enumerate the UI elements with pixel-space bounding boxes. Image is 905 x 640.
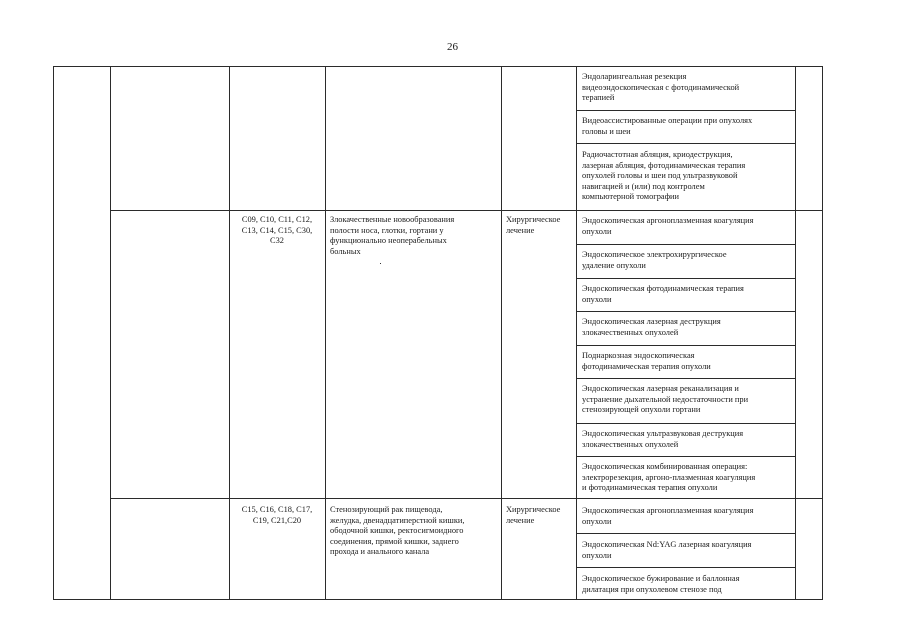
method-cell: Эндоскопическая комбинированная операция: электрорезекция, аргоно-плазменная коагуляция и фотодинамическая терапия опухоли	[582, 462, 756, 493]
icd-codes-cell: C09, C10, C11, C12, C13, C14, C15, C30, C32	[241, 215, 313, 246]
method-cell: Эндоскопическая лазерная реканализация и устранение дыхательной недостаточности при стенозирующей опухоли гортани	[582, 384, 749, 415]
method-row-separator	[576, 345, 795, 346]
method-cell: Эндоскопическая аргоноплазменная коагуляция опухоли	[582, 506, 754, 526]
method-cell: Эндоскопическая аргоноплазменная коагуляция опухоли	[582, 216, 754, 236]
method-row-separator	[576, 423, 795, 424]
method-cell: Поднаркозная эндоскопическая фотодинамическая терапия опухоли	[582, 351, 711, 371]
treatment-type-cell: Хирургическое лечение	[506, 215, 561, 235]
scan-speck	[380, 263, 381, 264]
method-cell: Эндоларингеальная резекция видеоэндоскопическая с фотодинамической терапией	[582, 72, 740, 103]
diagnosis-cell: Стенозирующий рак пищевода, желудка, двенадцатиперстной кишки, ободочной кишки, ректосигмоидного соединения, прямой кишки, заднего прохода и анального канала	[330, 505, 465, 557]
method-row-separator	[576, 278, 795, 279]
page-number: 26	[447, 41, 458, 53]
method-row-separator	[576, 110, 795, 111]
method-cell: Эндоскопическая фотодинамическая терапия опухоли	[582, 284, 744, 304]
method-row-separator	[576, 244, 795, 245]
icd-codes-cell: C15, C16, C18, C17, C19, C21,C20	[241, 505, 313, 525]
table-top-border	[53, 66, 823, 67]
column-divider-6	[795, 66, 796, 599]
method-cell: Эндоскопическое бужирование и баллонная дилатация при опухолевом стенозе под	[582, 574, 740, 594]
method-cell: Эндоскопическая ультразвуковая деструкция злокачественных опухолей	[582, 429, 744, 449]
column-divider-5	[576, 66, 577, 599]
column-divider-3	[325, 66, 326, 599]
diagnosis-cell: Злокачественные новообразования полости носа, глотки, гортани у функционально неоперабельных больных	[330, 215, 455, 256]
method-row-separator	[576, 143, 795, 144]
column-divider-1	[110, 66, 111, 599]
method-row-separator	[576, 311, 795, 312]
method-cell: Видеоассистированные операции при опухолях головы и шеи	[582, 116, 753, 136]
table-left-border	[53, 66, 54, 599]
method-cell: Эндоскопическая лазерная деструкция злокачественных опухолей	[582, 317, 721, 337]
method-row-separator	[576, 456, 795, 457]
method-cell: Эндоскопическое электрохирургическое удаление опухоли	[582, 250, 727, 270]
method-row-separator	[576, 378, 795, 379]
method-cell: Радиочастотная абляция, криодеструкция, лазерная абляция, фотодинамическая терапия опухолей головы и шеи под ультразвуковой навигацией и (или) под контролем компьютерной томографии	[582, 150, 746, 202]
block-separator-1	[110, 210, 822, 211]
method-row-separator	[576, 567, 795, 568]
method-row-separator	[576, 533, 795, 534]
table-bottom-border	[53, 599, 823, 600]
table-right-border	[822, 66, 823, 599]
method-cell: Эндоскопическая Nd:YAG лазерная коагуляция опухоли	[582, 540, 752, 560]
column-divider-2	[229, 66, 230, 599]
column-divider-4	[501, 66, 502, 599]
block-separator-2	[110, 498, 822, 499]
treatment-type-cell: Хирургическое лечение	[506, 505, 561, 525]
